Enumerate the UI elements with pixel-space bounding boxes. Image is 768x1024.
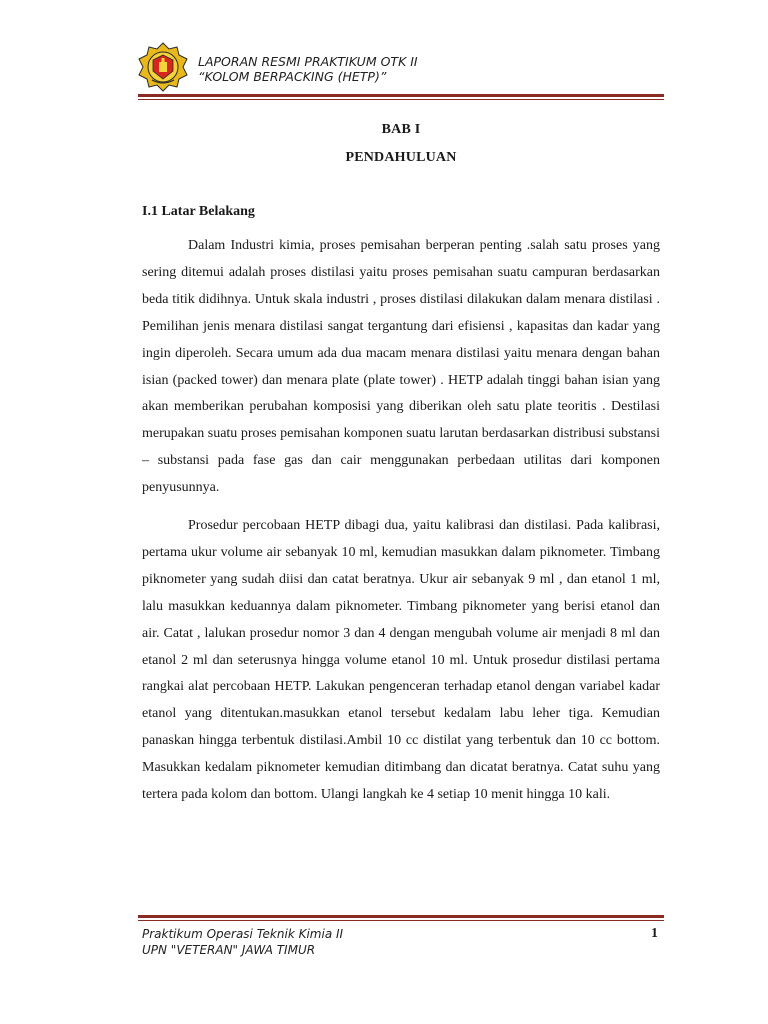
body-paragraph: Prosedur percobaan HETP dibagi dua, yaitu kalibrasi dan distilasi. Pada kalibrasi, pertama ukur volume air sebanyak 10 ml, kemudian masukkan dalam piknometer. Timbang piknometer yang sudah diisi dan catat beratnya. Ukur air sebanyak 9 ml , dan etanol 1 ml, lalu masukkan keduannya dalam piknometer. Timbang piknometer yang berisi etanol dan air. Catat , lalukan prosedur nomor 3 dan 4 dengan mengubah volume air menjadi 8 ml dan etanol 2 ml dan seterusnya hingga volume etanol 10 ml. Untuk prosedur distilasi pertama rangkai alat percobaan HETP. Lakukan pengenceran terhadap etanol dengan variabel kadar etanol yang ditentukan.masukkan etanol tersebut kedalam labu leher tiga. Kemudian panaskan hingga terbentuk distilasi.Ambil 10 cc distilat yang terbentuk dan 10 cc bottom. Masukkan kedalam piknometer kemudian ditimbang dan dicatat beratnya. Catat suhu yang tertera pada kolom dan bottom. Ulangi langkah ke 4 setiap 10 menit hingga 10 kali. — [142, 518, 660, 803]
footer-institution: UPN "VETERAN" JAWA TIMUR — [142, 943, 316, 957]
section-heading: I.1 Latar Belakang — [142, 204, 255, 219]
page-footer — [142, 926, 343, 958]
page-header — [138, 42, 664, 102]
footer-course: Praktikum Operasi Teknik Kimia II — [142, 927, 344, 941]
report-title: LAPORAN RESMI PRAKTIKUM OTK II — [198, 54, 418, 69]
chapter-title: PENDAHULUAN — [345, 150, 457, 165]
header-divider — [138, 94, 664, 100]
page-number: 1 — [651, 926, 658, 941]
university-emblem-icon — [138, 42, 188, 92]
chapter-number: BAB I — [381, 122, 421, 137]
body-paragraph: Dalam Industri kimia, proses pemisahan berperan penting .salah satu proses yang sering ditemui adalah proses distilasi yaitu proses pemisahan suatu campuran berdasarkan beda titik didihnya. Untuk skala industri , proses distilasi dilakukan dalam menara distilasi . Pemilihan jenis menara distilasi sangat tergantung dari efisiensi , kapasitas dan kadar yang ingin diperoleh. Secara umum ada dua macam menara distilasi yaitu menara dengan bahan isian (packed tower) dan menara plate (plate tower) . HETP adalah tinggi bahan isian yang akan memberikan perubahan komposisi yang diberikan oleh satu plate teoritis . Destilasi merupakan suatu proses pemisahan komponen suatu larutan berdasarkan distribusi substansi – substansi pada fase gas dan cair menggunakan perbedaan utilitas dari komponen penyusunnya. — [142, 238, 660, 496]
report-subtitle: “KOLOM BERPACKING (HETP)” — [198, 69, 387, 84]
footer-divider — [138, 915, 664, 921]
